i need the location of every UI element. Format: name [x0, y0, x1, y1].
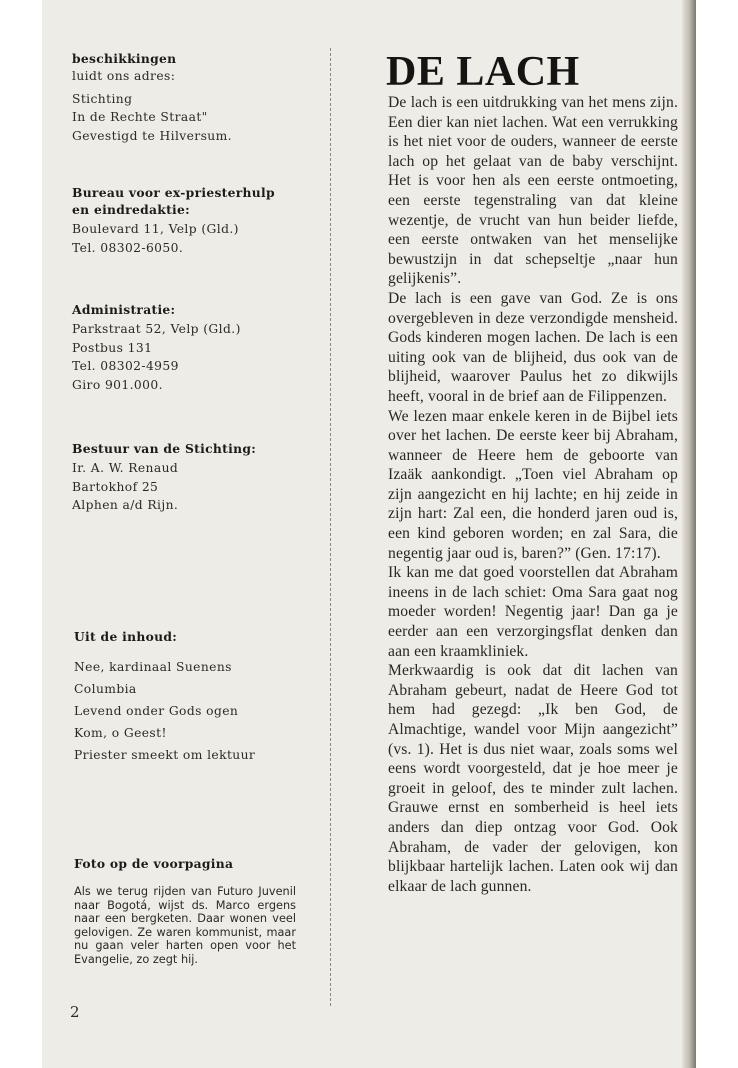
administratie-line: Postbus 131	[72, 340, 153, 355]
inhoud-item: Nee, kardinaal Suenens	[74, 660, 232, 674]
administratie-line: Giro 901.000.	[72, 377, 163, 392]
article-body	[388, 93, 678, 896]
column-divider	[330, 48, 331, 1006]
bestuur-block	[72, 440, 304, 515]
administratie-block	[72, 301, 304, 394]
inhoud-block	[74, 628, 306, 766]
beschikkingen-line: luidt ons adres:	[72, 69, 176, 83]
article-paragraph: We lezen maar enkele keren in de Bijbel iets over het lachen. De eerste keer bij Abraham, wanneer de Heere hem de geboorte van Izaäk aankondigt. „Toen viel Abraham op zijn aangezicht en hij lachte; en hij zeide in zijn hart: Zal een, die honderd jaren oud is, een kind geboren worden; en zal Sara, die negentig jaar oud is, baren?” (Gen. 17:17).	[388, 407, 678, 562]
foto-heading: Foto op de voorpagina	[74, 856, 234, 871]
beschikkingen-block	[72, 50, 304, 145]
administratie-line: Tel. 08302-4959	[72, 359, 179, 373]
bestuur-heading: Bestuur van de Stichting:	[72, 441, 257, 456]
inhoud-item: Priester smeekt om lektuur	[74, 748, 256, 762]
article-paragraph: De lach is een gave van God. Ze is ons overgebleven in deze verzondigde mensheid. Gods kinderen mogen lachen. De lach is een uiting ook van de blijheid, dus ook van de blijheid, waarover Paulus het zo dikwijls heeft, vooral in de brief aan de Filippenzen.	[388, 289, 678, 405]
bestuur-line: Bartokhof 25	[72, 479, 159, 494]
inhoud-item: Levend onder Gods ogen	[74, 704, 239, 718]
foto-block	[74, 855, 296, 967]
bureau-heading: en eindredaktie:	[72, 202, 190, 217]
bestuur-line: Alphen a/d Rijn.	[72, 498, 179, 512]
beschikkingen-line: Gevestigd te Hilversum.	[72, 128, 232, 143]
page-number: 2	[70, 1003, 80, 1021]
bureau-block	[72, 184, 304, 257]
bestuur-line: Ir. A. W. Renaud	[72, 461, 179, 475]
bureau-line: Boulevard 11, Velp (Gld.)	[72, 222, 239, 236]
beschikkingen-line: In de Rechte Straat"	[72, 110, 208, 124]
article-paragraph: De lach is een uitdrukking van het mens zijn. Een dier kan niet lachen. Wat een verrukking is het niet voor de ouders, wanneer de eerste lach op het gelaat van de baby verschijnt. Het is voor hen als een eerste ontmoeting, een eerste tegenstraling van dat kleine wezentje, de vrucht van hun beider liefde, een eerste ontwaken van het menselijke bewustzijn in dat schepseltje „naar hun gelijkenis”.	[388, 94, 678, 288]
inhoud-item: Kom, o Geest!	[74, 726, 167, 740]
beschikkingen-line: Stichting	[72, 91, 133, 106]
bureau-line: Tel. 08302-6050.	[72, 240, 184, 255]
administratie-heading: Administratie:	[72, 302, 176, 317]
article-paragraph: Merkwaardig is ook dat dit lachen van Abraham gebeurt, nadat de Heere God tot hem had gezegd: „Ik ben God, de Almachtige, wandel voor Mijn aangezicht” (vs. 1). Het is dus niet waar, zoals soms wel eens wordt voorgesteld, dat je hoe meer je groeit in geloof, des te minder zult lachen. Grauwe ernst en somberheid is heel iets anders dan diep ontzag voor God. Ook Abraham, de vader der gelovigen, kon blijkbaar hartelijk lachen. Laten ook wij dan elkaar de lach gunnen.	[388, 662, 678, 895]
foto-caption: Als we terug rijden van Futuro Juvenil naar Bogotá, wijst ds. Marco ergens naar een bergketen. Daar wonen veel gelovigen. Ze waren kommunist, maar nu gaan veler harten open voor het Evangelie, zo zegt hij.	[74, 885, 296, 966]
bureau-heading: Bureau voor ex-priesterhulp	[72, 185, 275, 200]
beschikkingen-heading: beschikkingen	[72, 51, 177, 66]
inhoud-item: Columbia	[74, 682, 137, 696]
article-paragraph: Ik kan me dat goed voorstellen dat Abraham ineens in de lach schiet: Oma Sara gaat nog moeder worden! Negentig jaar! Dan ga je eerder aan een verzorgingsflat denken dan aan een kraamkliniek.	[388, 564, 678, 660]
page-spine-shadow	[682, 0, 696, 1068]
administratie-line: Parkstraat 52, Velp (Gld.)	[72, 322, 241, 336]
article-title: DE LACH	[386, 49, 580, 95]
inhoud-heading: Uit de inhoud:	[74, 629, 178, 644]
